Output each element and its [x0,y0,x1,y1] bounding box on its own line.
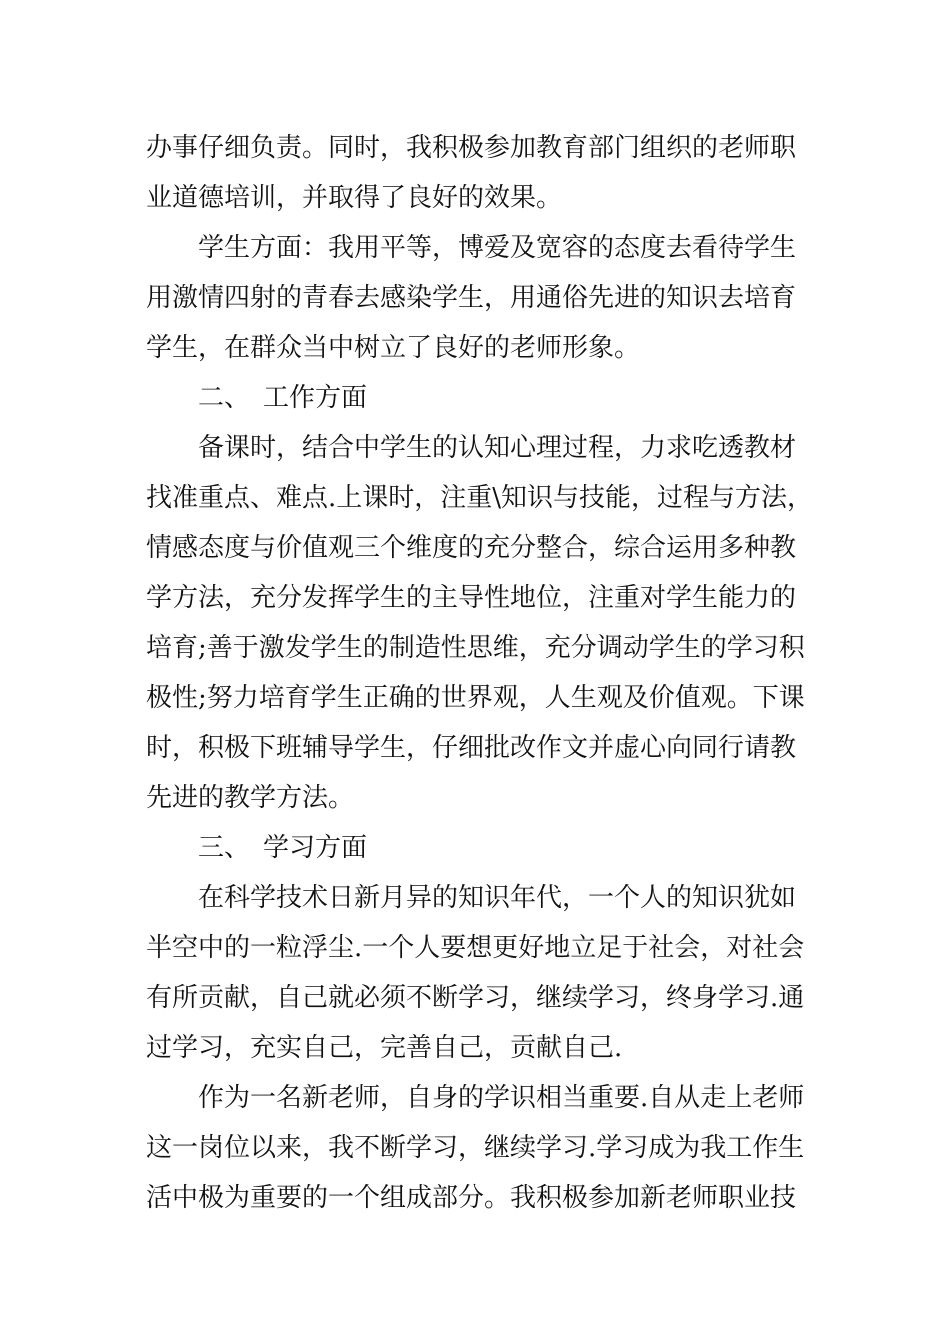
text-line: 培育;善于激发学生的制造性思维，充分调动学生的学习积 [146,633,805,663]
text-line: 找准重点、难点.上课时，注重\知识与技能，过程与方法， [146,483,814,513]
text-line: 半空中的一粒浮尘.一个人要想更好地立足于社会，对社会 [146,933,805,963]
paragraph-line: 备课时，结合中学生的认知心理过程，力求吃透教材 [146,433,797,463]
text-line: 学生，在群众当中树立了良好的老师形象。 [146,333,641,363]
text-line: 先进的教学方法。 [146,783,355,813]
section-heading-work: 二、 工作方面 [146,383,368,413]
text-line: 活中极为重要的一个组成部分。我积极参加新老师职业技 [146,1183,797,1213]
section-heading-study: 三、 学习方面 [146,833,368,863]
text-line: 时，积极下班辅导学生，仔细批改作文并虚心向同行请教 [146,733,797,763]
text-line: 业道德培训，并取得了良好的效果。 [146,183,563,213]
document-body [146,123,846,1223]
paragraph-line: 学生方面：我用平等，博爱及宽容的态度去看待学生 [146,233,797,263]
text-line: 过学习，充实自己，完善自己，贡献自己. [146,1033,623,1063]
paragraph-line: 作为一名新老师，自身的学识相当重要.自从走上老师 [146,1083,805,1113]
text-line: 学方法，充分发挥学生的主导性地位，注重对学生能力的 [146,583,797,613]
paragraph-line: 在科学技术日新月异的知识年代，一个人的知识犹如 [146,883,797,913]
text-line: 有所贡献，自己就必须不断学习，继续学习，终身学习.通 [146,983,805,1013]
text-line: 这一岗位以来，我不断学习，继续学习.学习成为我工作生 [146,1133,805,1163]
text-line: 办事仔细负责。同时，我积极参加教育部门组织的老师职 [146,133,797,163]
text-line: 情感态度与价值观三个维度的充分整合，综合运用多种教 [146,533,797,563]
text-line: 用激情四射的青春去感染学生，用通俗先进的知识去培育 [146,283,797,313]
text-line: 极性;努力培育学生正确的世界观，人生观及价值观。下课 [146,683,805,713]
